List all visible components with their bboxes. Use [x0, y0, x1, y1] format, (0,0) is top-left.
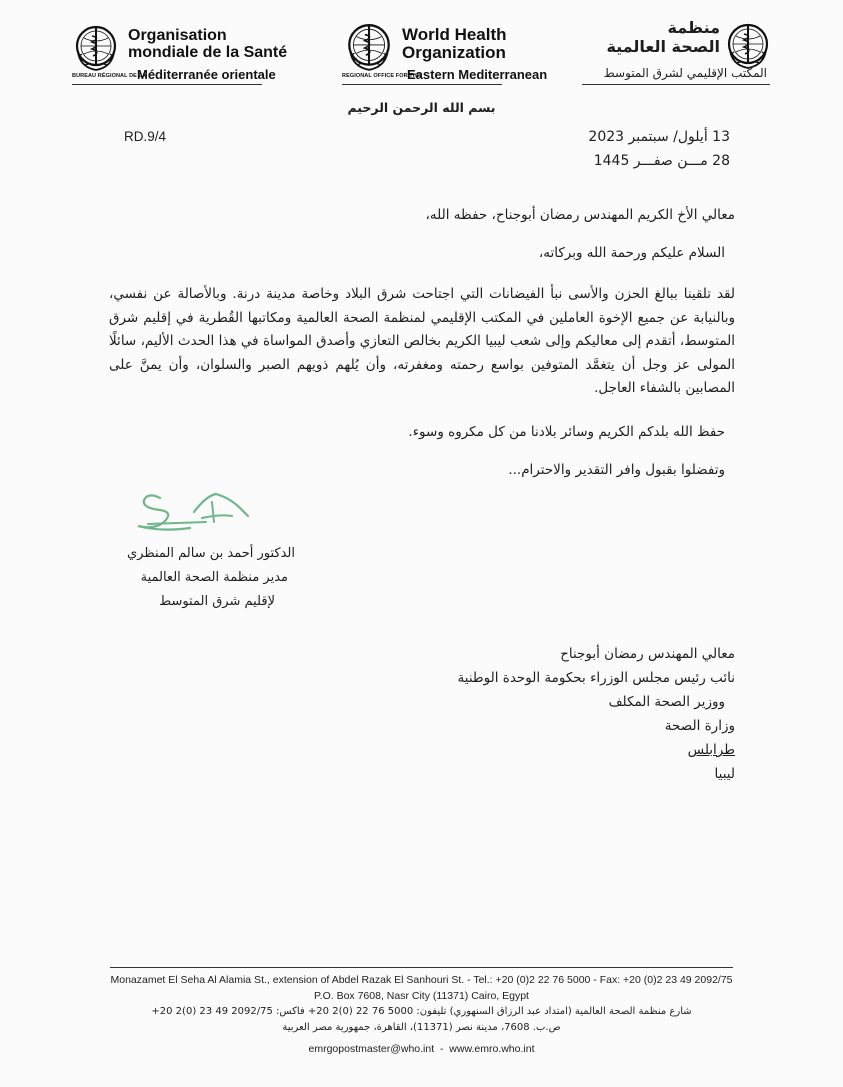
footer-rule: [110, 967, 733, 968]
center-org-line1: World Health: [402, 25, 507, 44]
date-hijri: 28 مـــن صفـــر 1445: [593, 153, 730, 169]
right-org-line2: الصحة العالمية: [606, 37, 720, 56]
footer-address-ar: شارع منظمة الصحة العالمية (امتداد عبد الرزاق السنهوري) تليفون: 5000 76 22 (0)2 20+ فاكس: 2092/75 49 23 (0)2 20+: [151, 1006, 692, 1017]
greeting: السلام عليكم ورحمة الله وبركاته،: [538, 245, 725, 261]
letterhead-rule-right: [582, 84, 770, 85]
center-org-line2: Organization: [402, 43, 506, 62]
signatory-title1: مدير منظمة الصحة العالمية: [140, 570, 288, 585]
basmala: بسم الله الرحمن الرحيم: [347, 100, 496, 115]
center-office-bold: Eastern Mediterranean: [407, 67, 548, 82]
prayer: حفظ الله بلدكم الكريم وسائر بلادنا من كل مكروه وسوء.: [408, 424, 725, 440]
left-office-bold: Méditerranée orientale: [137, 67, 276, 82]
center-office-small: REGIONAL OFFICE FOR THE: [342, 73, 421, 79]
body-paragraph: لقد تلقينا ببالغ الحزن والأسى نبأ الفيضانات التي اجتاحت شرق البلاد وخاصة مدينة درنة. وبالأصالة عن نفسي، وبالنيابة عن جميع الإخوة العاملين في المكتب الإقليمي لمنظمة الصحة العالمية ومكاتبها القُطرية في إقليم شرق المتوسط، أتقدم إلى معاليكم وإلى شعب ليبيا الكريم بخالص التعازي وأصدق المواساة في هذا الحدث الأليم، سائلًا المولى عز وجل أن يتغمَّد المتوفين بواسع رحمته ومغفرته، وأن يُلهم ذويهم الصبر والسلوان، وأن يمنَّ على المصابين بالشفاء العاجل.: [109, 286, 735, 396]
left-office-small: BUREAU RÉGIONAL DE LA: [72, 73, 147, 79]
right-office: المكتب الإقليمي لشرق المتوسط: [603, 66, 767, 80]
who-emblem-icon: [722, 20, 774, 72]
footer-pobox-ar: ص.ب. 7608، مدينة نصر (11371)، القاهرة، جمهورية مصر العربية: [282, 1022, 561, 1033]
left-org-line1: Organisation: [128, 27, 227, 44]
signatory-title2: لإقليم شرق المتوسط: [159, 594, 275, 609]
who-emblem-icon: [70, 22, 122, 74]
signatory-name: الدكتور أحمد بن سالم المنظري: [126, 546, 295, 561]
date-gregorian: 13 أيلول/ سبتمبر 2023: [588, 129, 730, 145]
footer-pobox-en: P.O. Box 7608, Nasr City (11371) Cairo, Egypt: [314, 990, 529, 1002]
footer-address-en: Monazamet El Seha Al Alamia St., extension of Abdel Razak El Sanhouri St. - Tel.: +20 (0)2 22 76 5000 - Fax: +20 (0)2 23 49 2092/75: [110, 974, 733, 986]
reference-number: RD.9/4: [124, 129, 167, 144]
left-org-line2: mondiale de la Santé: [128, 44, 288, 61]
who-emblem-icon: [342, 20, 396, 74]
recipient-line1: معالي المهندس رمضان أبوجناح: [560, 646, 735, 662]
right-org-line1: منظمة: [667, 18, 720, 37]
recipient-line3: ووزير الصحة المكلف: [608, 694, 725, 710]
recipient-line4: وزارة الصحة: [664, 718, 735, 734]
recipient-line6: ليبيا: [714, 766, 735, 782]
letterhead-rule-center: [342, 84, 502, 85]
recipient-line5: طرابلس: [687, 742, 735, 758]
letterhead-rule-left: [72, 84, 262, 85]
closing: وتفضلوا بقبول وافر التقدير والاحترام...: [508, 462, 725, 478]
salutation: معالي الأخ الكريم المهندس رمضان أبوجناح، حفظه الله،: [425, 207, 735, 223]
signature: [130, 488, 260, 538]
recipient-line2: نائب رئيس مجلس الوزراء بحكومة الوحدة الوطنية: [457, 670, 735, 686]
footer-contact[interactable]: emrgopostmaster@who.int - www.emro.who.int: [308, 1043, 535, 1055]
